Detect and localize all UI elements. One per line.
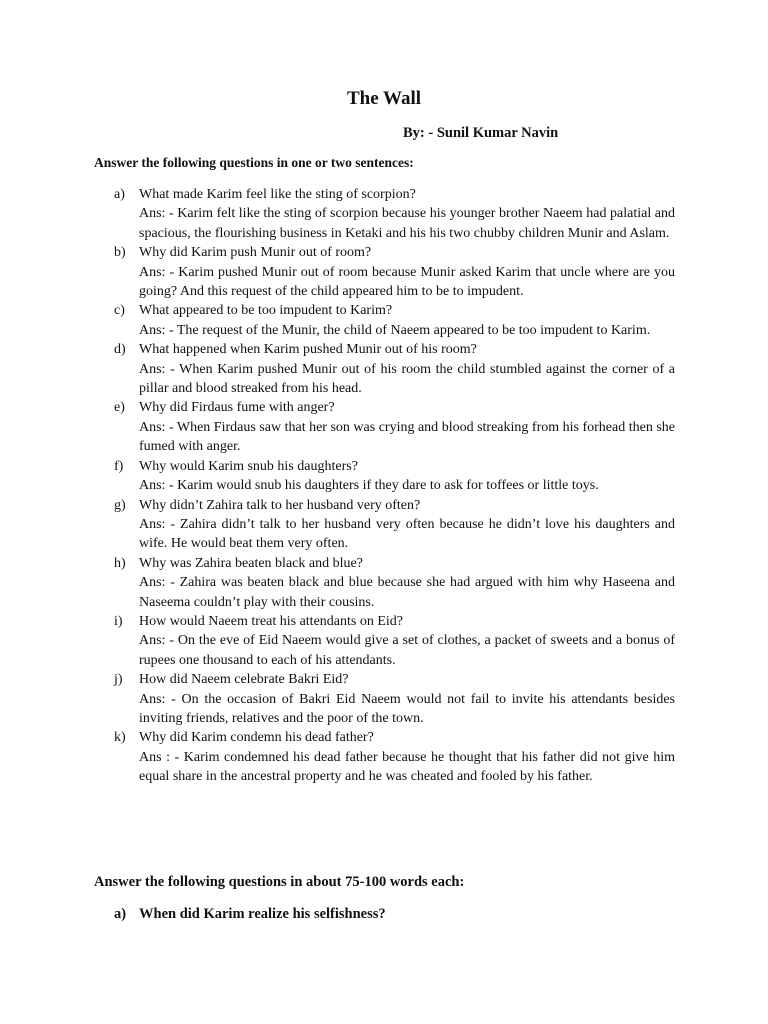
- qa-item: [92, 398, 675, 456]
- question-text: How would Naeem treat his attendants on Eid?: [139, 613, 403, 629]
- question-text: Why didn’t Zahira talk to her husband very often?: [139, 497, 421, 513]
- answer-text: Ans: - Karim felt like the sting of scorpion because his younger brother Naeem had palatial and spacious, the flourishing business in Ketaki and his his two chubby children Munir and Aslam.: [139, 206, 675, 241]
- answer-text: Ans: - Zahira didn’t talk to her husband very often because he didn’t love his daughters and wife. He would beat them very often.: [139, 516, 675, 552]
- answer-text: Ans: - When Karim pushed Munir out of his room the child stumbled against the corner of a pillar and blood streaked from his head.: [139, 361, 675, 397]
- question-text: Why did Firdaus fume with anger?: [139, 400, 335, 416]
- qa-item: [92, 670, 675, 728]
- question-text: What happened when Karim pushed Munir out of his room?: [139, 342, 477, 358]
- item-marker: d): [114, 342, 126, 358]
- question-text: What appeared to be too impudent to Karim?: [139, 303, 393, 319]
- item-marker: c): [114, 303, 125, 319]
- author-byline: By: - Sunil Kumar Navin: [403, 125, 559, 141]
- qa-item: [92, 457, 675, 496]
- short-answer-list: [92, 185, 675, 787]
- item-marker: k): [114, 730, 126, 746]
- qa-item: [92, 728, 675, 786]
- qa-item: [92, 554, 675, 612]
- answer-text: Ans: - The request of the Munir, the child of Naeem appeared to be too impudent to Karim.: [139, 322, 651, 338]
- answer-text: Ans: - On the eve of Eid Naeem would give a set of clothes, a packet of sweets and a bonus of rupees one thousand to each of his attendants.: [139, 633, 675, 668]
- qa-item: [92, 340, 675, 398]
- question-text: Why would Karim snub his daughters?: [139, 458, 358, 474]
- qa-item: [92, 243, 675, 301]
- item-marker: e): [114, 400, 125, 416]
- answer-text: Ans: - Karim pushed Munir out of room because Munir asked Karim that uncle where are you going? And this request of the child appeared him to be to impudent.: [139, 264, 675, 300]
- section1-instruction: Answer the following questions in one or two sentences:: [94, 155, 414, 170]
- question-text: Why was Zahira beaten black and blue?: [139, 555, 363, 571]
- answer-text: Ans : - Karim condemned his dead father because he thought that his father did not give him equal share in the ancestral property and he was cheated and fooled by his father.: [139, 749, 675, 785]
- answer-text: Ans: - Zahira was beaten black and blue because she had argued with him why Haseena and Naseema couldn’t play with their cousins.: [139, 575, 675, 610]
- question-text: What made Karim feel like the sting of scorpion?: [139, 187, 416, 202]
- document-title: The Wall: [346, 88, 422, 109]
- question-text: How did Naeem celebrate Bakri Eid?: [139, 672, 349, 688]
- answer-text: Ans: - Karim would snub his daughters if they dare to ask for toffees or little toys.: [139, 478, 599, 494]
- item-marker: i): [114, 613, 123, 629]
- qa-item: [92, 904, 675, 924]
- answer-text: Ans: - When Firdaus saw that her son was crying and blood streaking from his forhead then she fumed with anger.: [139, 419, 675, 455]
- qa-item: [92, 185, 675, 243]
- question-text: When did Karim realize his selfishness?: [139, 906, 386, 922]
- long-answer-list: [92, 904, 675, 924]
- item-marker: b): [114, 245, 126, 261]
- item-marker: f): [114, 458, 124, 474]
- item-marker: a): [114, 187, 125, 202]
- item-marker: g): [114, 497, 126, 513]
- question-text: Why did Karim condemn his dead father?: [139, 730, 374, 746]
- item-marker: a): [114, 906, 127, 922]
- item-marker: h): [114, 555, 126, 571]
- qa-item: [92, 612, 675, 670]
- qa-item: [92, 496, 675, 554]
- question-text: Why did Karim push Munir out of room?: [139, 245, 372, 261]
- qa-item: [92, 301, 675, 340]
- answer-text: Ans: - On the occasion of Bakri Eid Naeem would not fail to invite his attendants besides inviting friends, relatives and the poor of the town.: [139, 691, 675, 726]
- section2-instruction: Answer the following questions in about 75-100 words each:: [94, 874, 465, 890]
- item-marker: j): [114, 672, 123, 688]
